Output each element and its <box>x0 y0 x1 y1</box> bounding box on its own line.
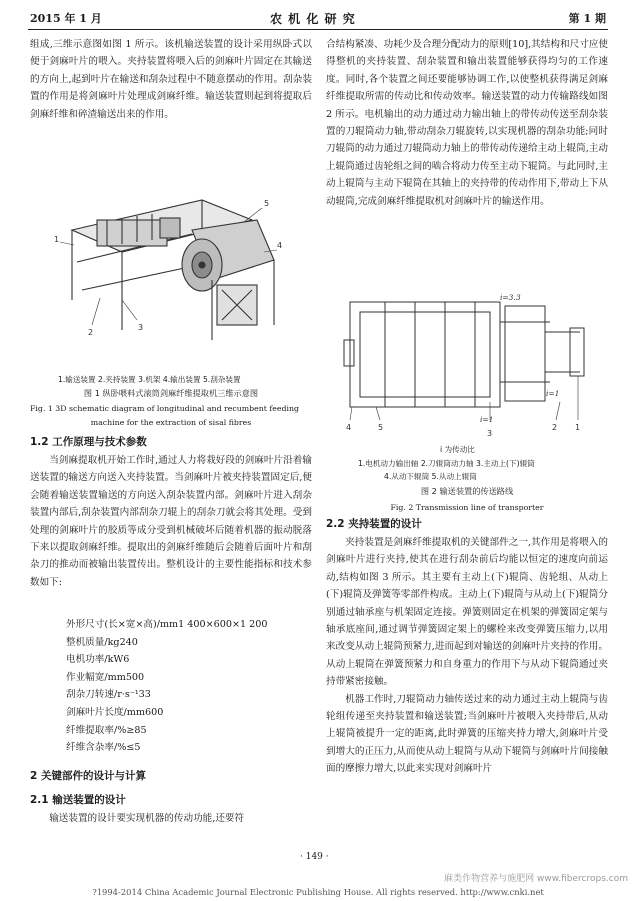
fig2-callout-3: 3 <box>487 429 493 438</box>
right-para-3: 机器工作时,刀辊筒动力轴传送过来的动力通过主动上辊筒与齿轮组传递至夹持装置和输送装置;当剑麻叶片被喂入夹持带后,从动上辊筒被提升一定的距离,此时弹簧的压缩夹持力增大,剑麻叶片受到增大的正压力,从而使从动上辊筒与从动下辊筒与剑麻叶片间接触面的摩擦力增大,以此来实现对剑麻叶片 <box>326 693 608 775</box>
fig2-callout-1: 1 <box>575 423 581 432</box>
spec-row <box>66 739 312 757</box>
sisal-machine-3d-diagram <box>52 190 284 358</box>
transmission-line-diagram <box>340 292 590 442</box>
fig1-callout-2: 2 <box>88 328 94 337</box>
spec-key: 外形尺寸(长×宽×高)/mm <box>66 619 179 630</box>
copyright-footer: ?1994-2014 China Academic Journal Electronic Publishing House. All rights reserved. http://www.cnki.net <box>92 887 544 897</box>
fig1-legend: 1.输送装置 2.夹持装置 3.机架 4.输出装置 5.刮杂装置 <box>58 375 241 384</box>
spec-value: 33 <box>138 689 151 701</box>
section-2-heading: 2 关键部件的设计与计算 <box>30 770 146 782</box>
spec-key: 刮杂刀转速/r·s⁻¹ <box>66 689 139 701</box>
spec-key: 纤维含杂率/% <box>66 742 127 754</box>
left-column <box>30 36 312 123</box>
spec-key: 纤维提取率/% <box>66 724 127 736</box>
spec-value: ≥85 <box>126 724 147 736</box>
fig2-ratio-1: i=3.3 <box>500 293 521 302</box>
left-para-3-block <box>30 810 312 827</box>
fig1-caption-en-2: machine for the extraction of sisal fibres <box>90 418 252 427</box>
fig1-callout-1: 1 <box>54 235 60 244</box>
fig2-legend-1: 1.电机动力输出轴 2.刀辊筒动力轴 3.主动上(下)辊筒 <box>358 459 535 468</box>
left-para-3: 输送装置的设计要实现机器的传动功能,还要符 <box>49 813 245 824</box>
section-2-1-heading: 2.1 输送装置的设计 <box>30 794 126 806</box>
fig1-callout-3: 3 <box>138 323 144 332</box>
fig1-callout-5: 5 <box>264 199 270 208</box>
right-para-2: 夹持装置是剑麻纤维提取机的关键部件之一,其作用是将喂入的剑麻叶片进行夹持,使其在进行刮杂前后均能以恒定的速度向前运动,结构如图 3 所示。其主要有主动上(下)辊筒、齿轮组、从动上(下)辊筒及弹簧等零部件构成。主动上(下)辊筒与从动上(下)辊筒分别通过轴承座与机架固定连接。弹簧则固定在机架的弹簧固定架与轴承底座间,通过调节弹簧固定架上的螺栓来改变弹簧压缩力,以用来改变从动上辊筒预紧力,进而起到对输送的剑麻叶片夹持的作用。从动上辊筒在弹簧预紧力和自身重力的作用下与从动下辊筒通过夹持带紧密接触。 <box>326 537 608 688</box>
fig2-callout-5: 5 <box>378 423 384 432</box>
fig1-caption-cn: 图 1 纵卧喂料式滚筒剑麻纤维提取机三维示意图 <box>83 388 259 398</box>
spec-row <box>66 686 312 704</box>
figure-2 <box>340 292 590 442</box>
spec-key: 作业幅宽/mm <box>66 671 126 683</box>
fig1-caption-en-1: Fig. 1 3D schematic diagram of longitudinal and recumbent feeding <box>30 404 300 413</box>
section-2-2-heading: 2.2 夹持装置的设计 <box>326 518 422 530</box>
spec-value: 600 <box>145 706 164 718</box>
header-rule <box>28 29 608 30</box>
left-para-2: 当剑麻提取机开始工作时,通过人力将栽好段的剑麻叶片沿着输送装置的输送方向送入夹持装置。当剑麻叶片被夹持装置固定后,便会随着输送装置输送的方向送入刮杂装置内部。剑麻叶片进入刮杂装置内部后,刮杂装置内部刮杂刀辊上的刮杂刀就会将其处理。受到处理的剑麻叶片的胶质等成分受到机械破坏后随着机器的振动脱落下来以提取剑麻纤维。提取出的剑麻纤维随后会随着后面叶片和刮杂刀的推动而被输出装置传出。整机设计的主要性能指标和技术参数如下: <box>30 455 312 588</box>
right-para-1: 合结构紧凑、功耗少及合理分配动力的原则[10],其结构和尺寸应使得整机的夹持装置、刮杂装置和输出装置能够获得均匀的工作速度。同时,各个装置之间还要能够协调工作,以使整机获得满足剑麻纤维提取所需的传动比和传动效率。输送装置的动力传输路线如图 2 所示。电机输出的动力通过动力输出轴上的带传动传送至刮杂装置的刀辊筒动力轴,带动刮杂刀辊旋转,以实现机器的刮杂功能;同时刀辊筒的动力通过刀辊筒动力轴上的带传动传递给主动上辊筒,主动上辊筒通过齿轮组之间的啮合将动力传至主动下辊筒。与此同时,主动上辊筒与主动下辊筒在其轴上的夹持带的传动作用下,带动上下从动辊筒,完成剑麻纤维提取机对剑麻叶片的输送作用。 <box>326 39 608 207</box>
figure-1 <box>52 190 284 358</box>
spec-value: 6 <box>123 654 130 666</box>
issue-number: 第 1 期 <box>568 12 606 25</box>
spec-value: 240 <box>119 636 138 648</box>
spec-key: 电机功率/kW <box>66 654 124 666</box>
fig2-callout-2: 2 <box>552 423 558 432</box>
spec-value: ≤5 <box>126 742 141 754</box>
spec-row <box>66 722 312 740</box>
left-para-1: 组成,三维示意图如图 1 所示。该机输送装置的设计采用纵卧式以便于剑麻叶片的喂入。夹持装置将喂入后的剑麻叶片固定在其输送的方向上,起到叶片在输送和刮杂过程中不随意摆动的作用。刮杂装置的作用是将剑麻叶片处理成剑麻纤维。输送装置则起到将提取后剑麻纤维和碎渣输送出来的作用。 <box>30 39 312 120</box>
spec-list <box>66 616 312 757</box>
spec-row <box>66 651 312 669</box>
fig2-ratio-3: i=1 <box>480 415 494 424</box>
watermark: 麻类作物营养与施肥网 www.fibercrops.com <box>444 874 628 884</box>
fig2-legend-2: 4.从动下辊筒 5.从动上辊筒 <box>384 472 477 481</box>
section-1-2-heading: 1.2 工作原理与技术参数 <box>30 436 147 448</box>
fig2-ratio-note: i 为传动比 <box>440 445 475 454</box>
spec-value: 1 400×600×1 200 <box>178 619 268 630</box>
fig2-ratio-2: i=1 <box>546 389 560 398</box>
issue-date: 2015 年 1 月 <box>30 12 102 25</box>
right-column <box>326 36 608 210</box>
fig2-caption-cn: 图 2 输送装置的传送路线 <box>420 486 514 496</box>
fig1-callout-4: 4 <box>277 241 283 250</box>
spec-row <box>66 669 312 687</box>
page-number: · 149 · <box>300 852 329 862</box>
spec-row <box>66 634 312 652</box>
spec-key: 剑麻叶片长度/mm <box>66 706 145 718</box>
fig2-callout-4: 4 <box>346 423 352 432</box>
fig2-caption-en: Fig. 2 Transmission line of transporter <box>390 503 544 512</box>
left-para-2-block <box>30 452 312 591</box>
spec-row <box>66 704 312 722</box>
spec-row <box>66 616 312 634</box>
right-para-2-block <box>326 534 608 778</box>
spec-key: 整机质量/kg <box>66 636 120 648</box>
spec-value: 500 <box>125 671 145 683</box>
journal-title: 农 机 化 研 究 <box>270 12 356 26</box>
